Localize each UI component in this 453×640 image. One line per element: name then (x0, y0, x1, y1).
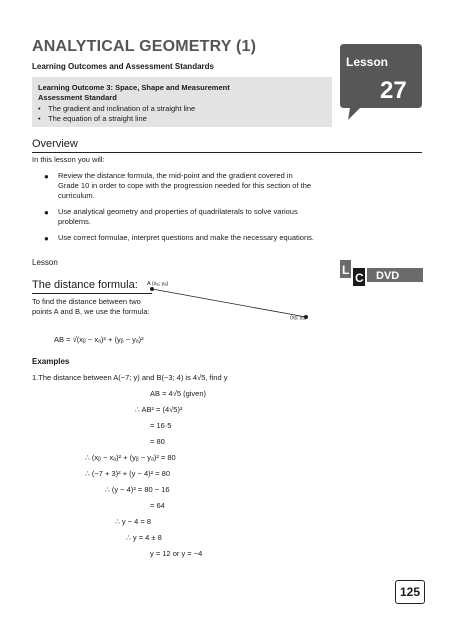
distance-heading: The distance formula: (32, 279, 138, 291)
divider (32, 293, 152, 294)
dvd-badge (340, 260, 426, 286)
lesson-number: 27 (380, 77, 407, 104)
page-title: ANALYTICAL GEOMETRY (1) (32, 38, 257, 55)
solution-step: ∴ y − 4 = 8 (115, 517, 152, 526)
assessment-standard-label: Assessment Standard (38, 93, 117, 102)
dvd-label: DVD (376, 270, 400, 282)
overview-heading: Overview (32, 138, 78, 150)
list-item: ● Use correct formulae, interpret questions and make the necessary equations. (44, 233, 314, 243)
page-number: 125 (395, 580, 425, 604)
learning-outcome: Learning Outcome 3: Space, Shape and Measurement (38, 83, 230, 92)
solution-step: ∴ (xᵦ − xₐ)² + (yᵦ − yₐ)² = 80 (85, 453, 176, 462)
standards-box (32, 77, 332, 127)
dvd-l-letter: L (342, 263, 350, 277)
solution-step: ∴ (−7 + 3)² + (y − 4)² = 80 (85, 469, 171, 478)
formula-rhs: = √(xᵦ − xₐ)² + (yᵦ − yₐ)² (66, 335, 144, 344)
lesson-label: Lesson (346, 55, 389, 69)
point-b-label: (xᵦ; yᵦ) (290, 315, 307, 320)
solution-step: = 64 (150, 501, 165, 510)
solution-step: AB = 4√5 (given) (150, 389, 207, 398)
lesson-heading: Lesson (32, 258, 58, 267)
solution-step: y = 12 or y = −4 (150, 549, 203, 558)
lesson-badge (338, 42, 424, 124)
dvd-c-letter: C (355, 271, 364, 285)
solution-step: ∴ (y − 4)² = 80 − 16 (105, 485, 170, 494)
distance-formula (54, 335, 144, 344)
formula-lhs: AB (54, 335, 65, 344)
divider (32, 152, 422, 153)
distance-diagram (140, 280, 320, 320)
distance-text: To find the distance between two points A and B, we use the formula: (32, 297, 150, 316)
overview-bullets (44, 171, 314, 249)
standard-item: • The equation of a straight line (38, 114, 147, 123)
examples-heading: Examples (32, 357, 70, 366)
point-a-label: A (xₐ; yₐ) (147, 281, 169, 287)
solution-step: = 80 (150, 437, 165, 446)
standard-item: • The gradient and inclination of a straight line (38, 104, 196, 113)
section-subtitle: Learning Outcomes and Assessment Standards (32, 62, 214, 71)
list-item: ● Review the distance formula, the mid-point and the gradient covered in Grade 10 in order to cope with the progression needed for this section of the curriculum. (44, 171, 312, 200)
overview-intro: In this lesson you will: (32, 155, 105, 164)
solution-step: = 16·5 (150, 421, 172, 430)
solution-step: ∴ AB² = (4√5)² (135, 405, 183, 414)
example-question: 1.The distance between A(−7; y) and B(−3; 4) is 4√5, find y (32, 373, 228, 382)
solution-step: ∴ y = 4 ± 8 (126, 533, 162, 542)
list-item: ● Use analytical geometry and properties of quadrilaterals to solve various problems. (44, 207, 298, 226)
point-a-marker (150, 287, 154, 291)
